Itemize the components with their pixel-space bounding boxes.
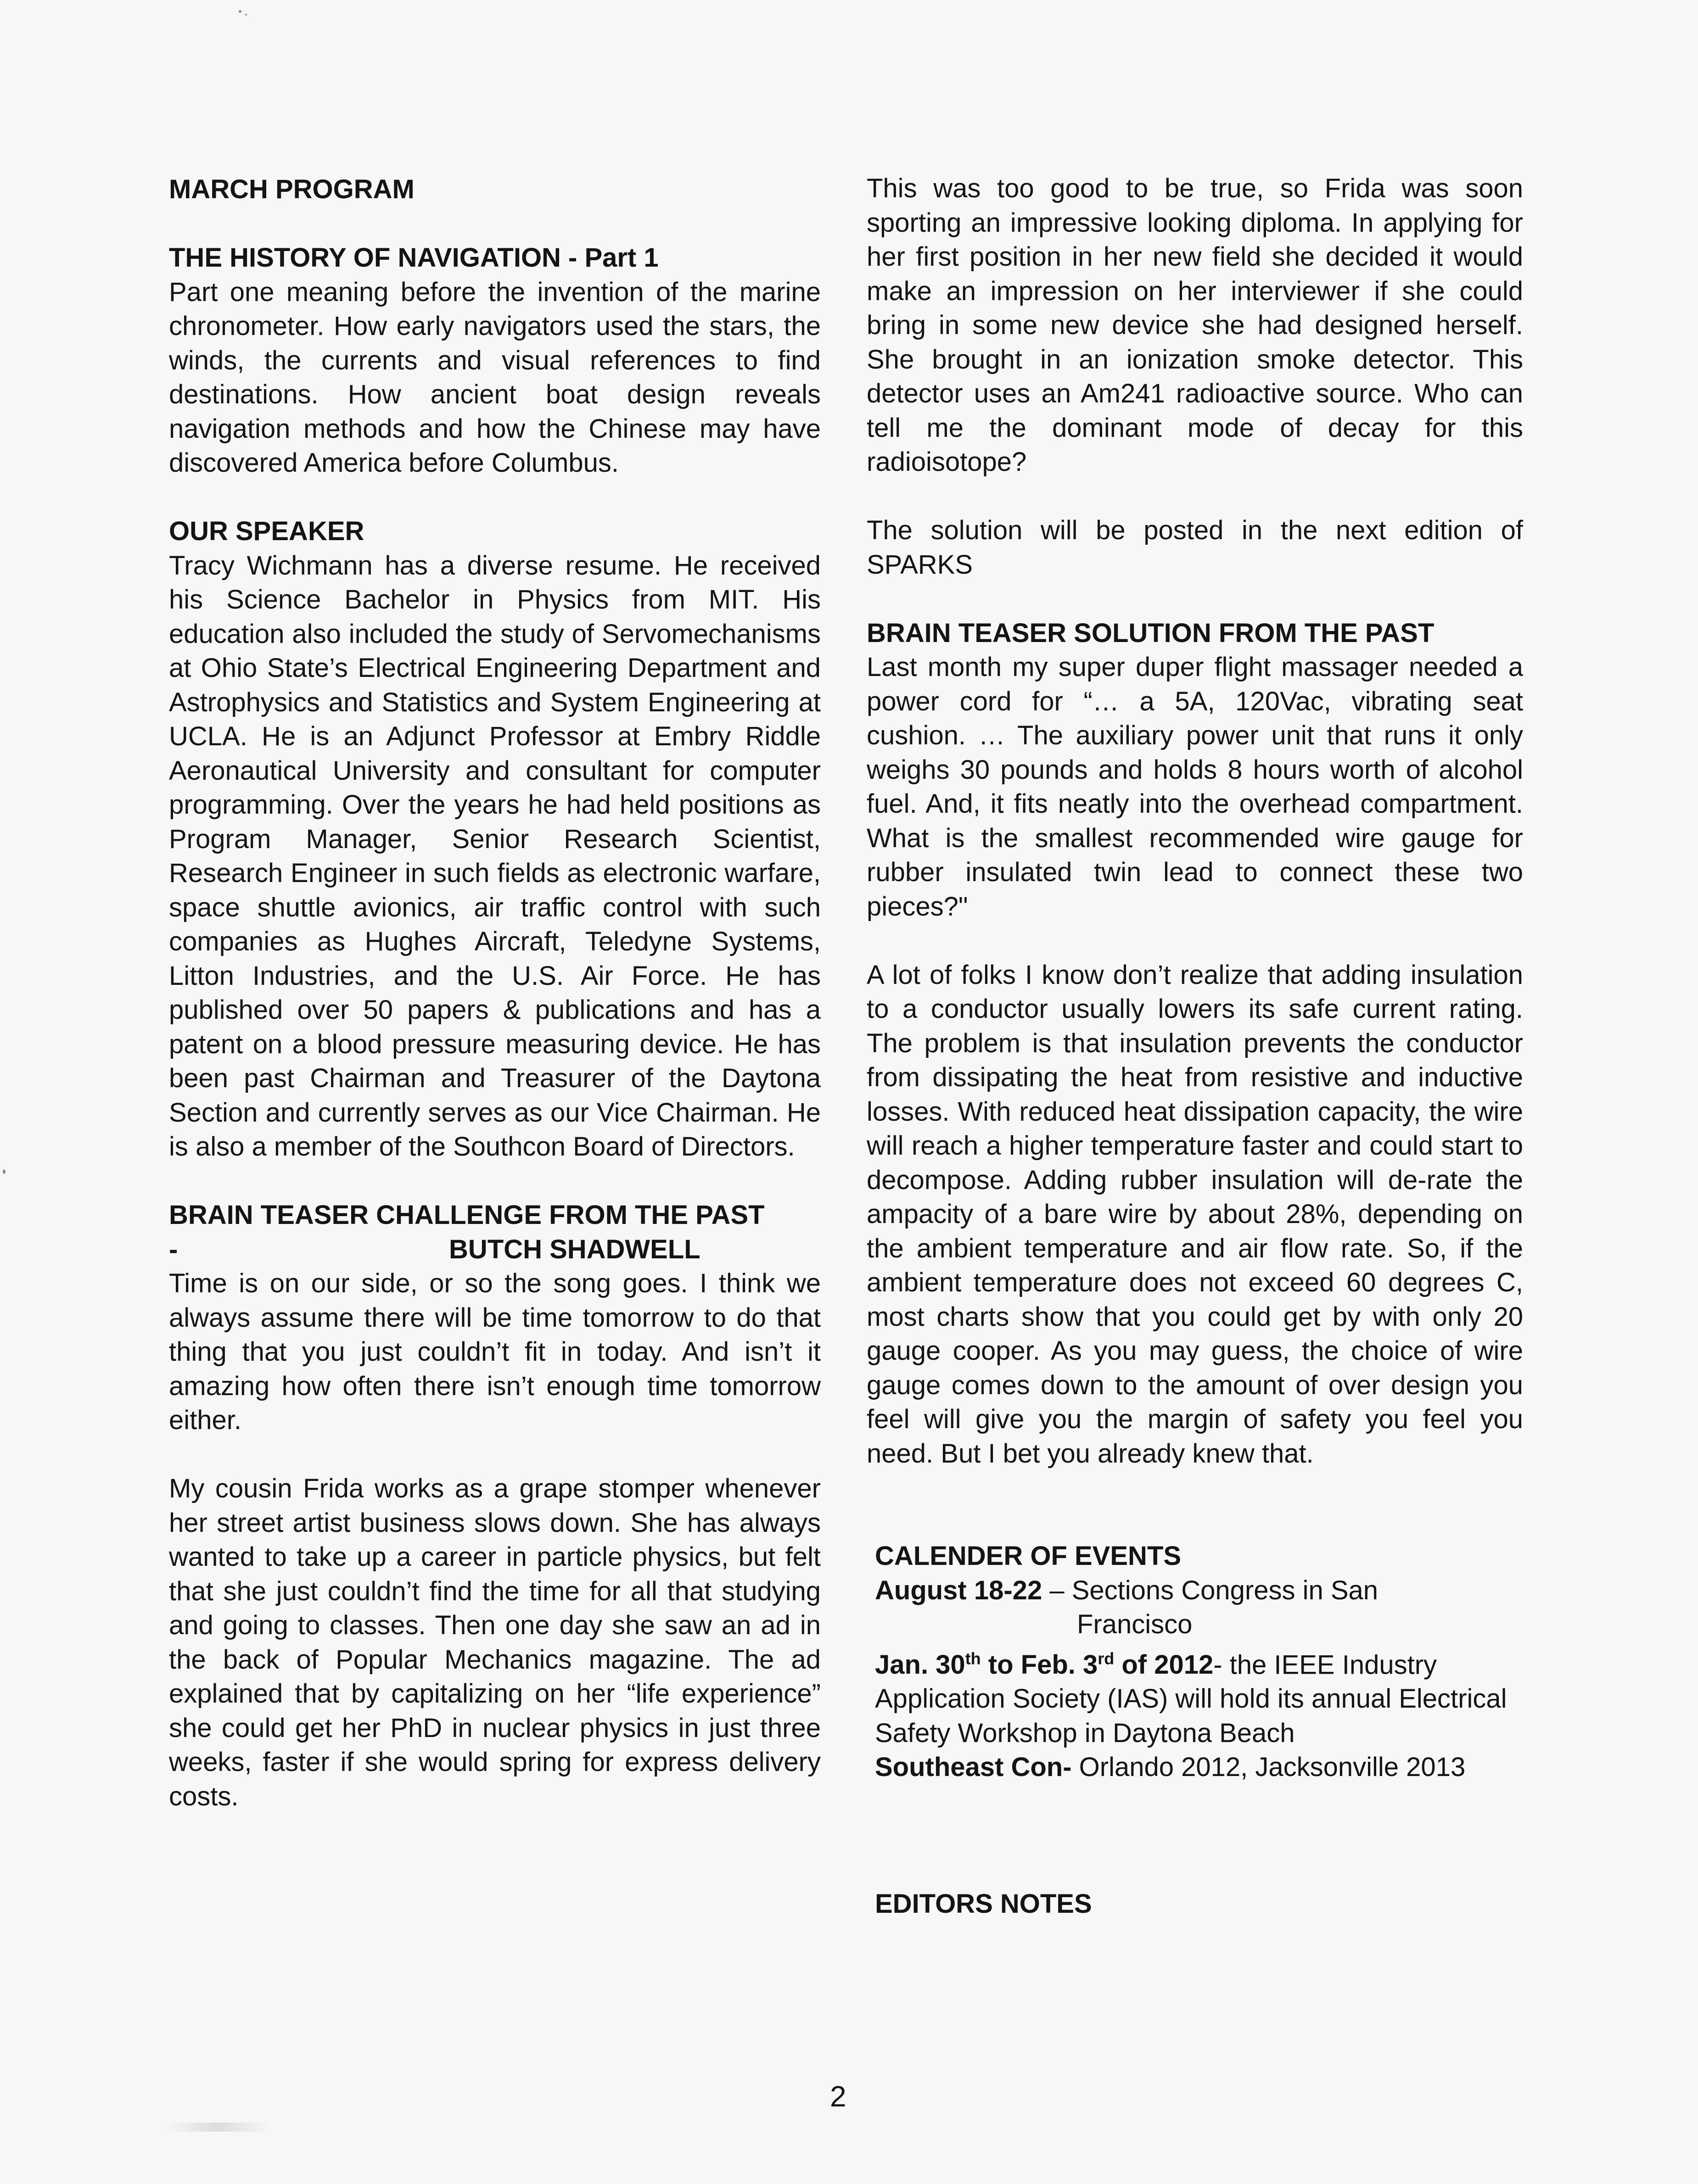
event-text: Orlando 2012, Jacksonville 2013 (1071, 1752, 1466, 1782)
event-date (875, 1650, 1213, 1680)
scan-speck (3, 1169, 6, 1174)
event-safety-workshop (875, 1642, 1523, 1751)
event-text: - the IEEE Industry Application Society (IAS) will hold its annual Electrical Safety Workshop in Daytona Beach (875, 1649, 1507, 1748)
solution-paragraph-1: Last month my super duper flight massager needed a power cord for “… a 5A, 120Vac, vibrating seat cushion. … The auxiliary power unit that runs it only weighs 30 pounds and holds 8 hours worth of alcohol fuel. And, it fits neatly into the overhead compartment. What is the smallest recommended wire gauge for rubber insulated twin lead to connect these two pieces?" (867, 652, 1523, 922)
teaser-paragraph-2: My cousin Frida works as a grape stomper whenever her street artist business slows down. She has always wanted to take up a career in particle physics, but felt that she just couldn’t find the time for all that studying and going to classes. Then one day she saw an ad in the back of Popular Mechanics magazine. The ad explained that by capitalizing on her “life experience” she could get her PhD in nuclear physics in just three weeks, faster if she would spring for express delivery costs. (169, 1474, 821, 1811)
event-text-continued: Francisco (1077, 1609, 1193, 1639)
heading-dash: - (169, 1234, 178, 1264)
march-program-heading: MARCH PROGRAM (169, 174, 415, 204)
teaser-challenge-heading: BRAIN TEASER CHALLENGE FROM THE PAST (169, 1200, 765, 1230)
teaser-paragraph-4: The solution will be posted in the next edition of SPARKS (867, 515, 1523, 580)
left-column (169, 173, 821, 1814)
event-date: August 18-22 (875, 1575, 1042, 1605)
date-suffix: th (965, 1649, 981, 1668)
event-sections-congress (875, 1574, 1523, 1608)
teaser-paragraph-3: This was too good to be true, so Frida was soon sporting an impressive looking diploma. In applying for her first position in her new field she decided it would make an impression on her interviewer if she could bring in some new device she had designed herself. She brought in an ionization smoke detector. This detector uses an Am241 radioactive source. Who can tell me the dominant mode of decay for this radioisotope? (867, 173, 1523, 477)
date-part: of 2012 (1114, 1649, 1214, 1680)
navigation-title: THE HISTORY OF NAVIGATION - Part 1 (169, 243, 659, 273)
calendar-events (867, 1574, 1523, 1785)
solution-paragraph-2: A lot of folks I know don’t realize that adding insulation to a conductor usually lowers its safe current rating. The problem is that insulation prevents the conductor from dissipating the heat from resistive and inductive losses. With reduced heat dissipation capacity, the wire will reach a higher temperature faster and could start to decompose. Adding rubber insulation will de-rate the ampacity of a bare wire by about 28%, depending on the ambient temperature and air flow rate. So, if the ambient temperature does not exceed 60 degrees C, most charts show that you could get by with only 20 gauge cooper. As you may guess, the choice of wire gauge comes down to the amount of over design you feel will give you the margin of safety you feel you need. But I bet you already knew that. (867, 960, 1523, 1469)
scan-speck (239, 10, 241, 13)
date-part: to Feb. 3 (981, 1649, 1098, 1680)
right-column (867, 172, 1523, 1921)
event-text: – Sections Congress in San (1042, 1575, 1379, 1605)
event-southeast-con (875, 1750, 1523, 1785)
teaser-solution-heading: BRAIN TEASER SOLUTION FROM THE PAST (867, 618, 1435, 648)
event-label: Southeast Con- (875, 1752, 1072, 1782)
date-part: Jan. 30 (875, 1649, 965, 1680)
program-description: Part one meaning before the invention of the marine chronometer. How early navigators used the stars, the winds, the currents and visual references to find destinations. How ancient boat design reveals navigation methods and how the Chinese may have discovered America before Columbus. (169, 277, 821, 478)
speaker-heading: OUR SPEAKER (169, 516, 364, 546)
calendar-heading: CALENDER OF EVENTS (875, 1541, 1182, 1571)
scan-scuff (165, 2123, 271, 2132)
speaker-bio: Tracy Wichmann has a diverse resume. He received his Science Bachelor in Physics from MIT. His education also included the study of Servomechanisms at Ohio State’s Electrical Engineering Department and Astrophysics and Statistics and System Engineering at UCLA. He is an Adjunct Professor at Embry Riddle Aeronautical University and consultant for computer programming. Over the years he had held positions as Program Manager, Senior Research Scientist, Research Engineer in such fields as electronic warfare, space shuttle avionics, air traffic control with such companies as Hughes Aircraft, Teledyne Systems, Litton Industries, and the U.S. Air Force. He has published over 50 papers & publications and has a patent on a blood pressure measuring device. He has been past Chairman and Treasurer of the Daytona Section and currently serves as our Vice Chairman. He is also a member of the Southcon Board of Directors. (169, 550, 821, 1162)
teaser-paragraph-1: Time is on our side, or so the song goes. I think we always assume there will be time tomorrow to do that thing that you just couldn’t fit in today. And isn’t it amazing how often there isn’t enough time tomorrow either. (169, 1268, 821, 1435)
scan-speck (245, 14, 247, 16)
teaser-challenge-author-line (169, 1233, 821, 1267)
page-number: 2 (830, 2080, 846, 2113)
editors-notes-heading: EDITORS NOTES (875, 1889, 1092, 1919)
teaser-author: BUTCH SHADWELL (449, 1234, 700, 1264)
date-suffix: rd (1098, 1649, 1115, 1668)
